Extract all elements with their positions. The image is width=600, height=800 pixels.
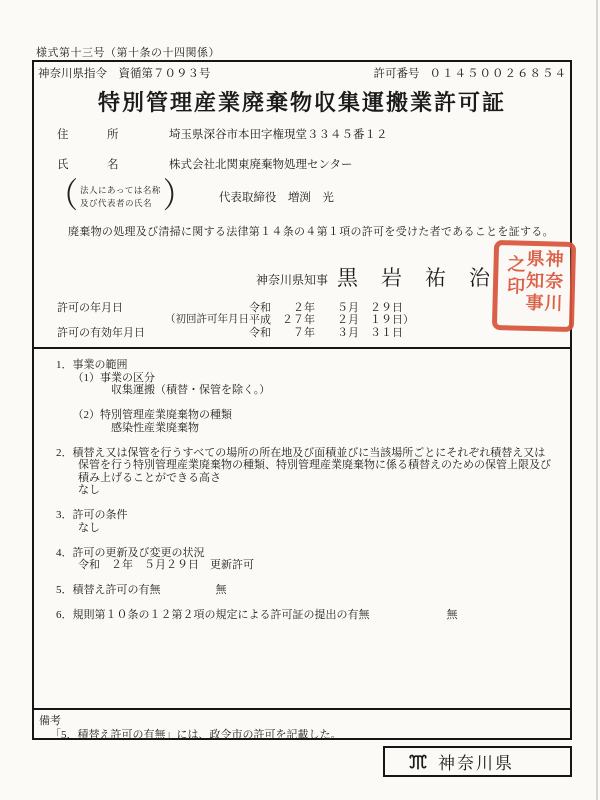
permit-number-group: [374, 65, 568, 81]
body-line: [56, 597, 562, 610]
body-line: 6．規則第１０条の１２第２項の規定による許可証の提出の有無 無: [56, 609, 458, 621]
body-line: [56, 497, 562, 510]
body-line: [56, 572, 562, 585]
seal-text-column: 之印: [504, 254, 526, 299]
representative-row: [48, 178, 560, 216]
prefecture-stamp-box: [383, 746, 572, 777]
governor-title: 神奈川県知事: [256, 273, 329, 287]
permit-number-value: ０１４５００２６８５４: [429, 68, 567, 80]
expiry-date-label: 許可の有効年月日: [57, 326, 145, 339]
kanagawa-emblem-icon: [407, 751, 429, 773]
corp-note: [78, 184, 163, 210]
remarks-text: 「5．積替え許可の有無」には、政令市の許可を記載した。: [50, 729, 342, 741]
body-line: （2）特別管理産業廃棄物の種類: [56, 409, 232, 421]
body-line: 収集運搬（積替・保管を除く。）: [56, 384, 271, 396]
governor-red-seal: [492, 240, 576, 332]
certificate-header-row: [38, 65, 567, 81]
body-line: 感染性産業廃棄物: [56, 421, 199, 434]
permit-date-row: [57, 302, 562, 314]
body-line: なし: [56, 521, 100, 534]
body-line: 2．積替え又は保管を行うすべての場所の所在地及び面積並びに当該場所ごとにそれぞれ積替え又は: [56, 446, 546, 459]
corp-note-paren-close: ）: [162, 177, 193, 216]
address-label: 住 所: [57, 129, 120, 141]
certificate-title: 特別管理産業廃棄物収集運搬業許可証: [97, 90, 506, 115]
certification-statement: 廃棄物の処理及び清掃に関する法律第１４条の４第１項の許可を受けた者であることを証する。: [68, 226, 554, 238]
body-line: なし: [56, 484, 100, 496]
prefecture-name: 神奈川県: [438, 754, 514, 773]
body-line: 令和 ２年 ５月２９日 更新許可: [56, 559, 254, 571]
seal-text-column: 神奈川: [542, 249, 564, 316]
remarks-section: [32, 708, 572, 740]
expiry-date-row: [57, 327, 562, 339]
holder-name-label: 氏 名: [57, 159, 120, 171]
permit-date-value: 令和 ２年 ５月 ２９日: [249, 302, 403, 314]
seal-text-column: 県知事: [523, 248, 545, 316]
expiry-date-value: 令和 ７年 ３月 ３１日: [249, 326, 403, 339]
body-line: [56, 397, 562, 410]
corp-note-paren-open: （: [48, 177, 78, 216]
governor-signature-row: [256, 260, 491, 292]
body-line: 1．事業の範囲: [56, 359, 128, 371]
form-number-note: 様式第十三号（第十条の十四関係）: [36, 47, 220, 59]
address-value: 埼玉県深谷市本田字権現堂３３４５番１２: [169, 129, 388, 141]
remarks-label: 備考: [39, 715, 61, 727]
body-line: 積み上げることができる高さ: [56, 471, 221, 484]
holder-name-row: [57, 156, 560, 172]
corp-note-line2: 及び代表者の氏名: [80, 198, 153, 208]
section-divider: [32, 347, 572, 349]
body-line: 3．許可の条件: [56, 509, 128, 521]
governor-name: 黒 岩 祐 治: [337, 266, 492, 290]
body-line: [56, 534, 562, 547]
permit-number-label: 許可番号: [373, 68, 420, 80]
permit-dates-block: [57, 302, 562, 339]
initial-permit-date-row: [57, 314, 562, 326]
directive-number: 神奈川県指令 資循第７０９３号: [38, 68, 211, 80]
body-line: （1）事業の区分: [56, 371, 155, 384]
permit-conditions-body: [56, 359, 562, 622]
permit-date-label: 許可の年月日: [57, 302, 123, 314]
holder-name-value: 株式会社北関東廃棄物処理センター: [169, 159, 353, 171]
scan-page-edge: [596, 0, 598, 800]
corp-note-line1: 法人にあっては名称: [80, 185, 161, 196]
body-line: 保管を行う特別管理産業廃棄物の種類、特別管理産業廃棄物に係る積替えのための保管上限及び: [56, 459, 551, 471]
representative-name: 代表取締役 増渕 光: [218, 192, 334, 204]
address-row: [57, 126, 560, 142]
certificate-border-box: [32, 60, 572, 740]
body-line: [56, 434, 562, 447]
initial-permit-date-label: （初回許可年月日: [165, 314, 249, 326]
body-line: 5．積替え許可の有無 無: [56, 584, 227, 596]
body-line: 4．許可の更新及び変更の状況: [56, 546, 205, 559]
initial-permit-date-value: 平成 ２７年 ２月 １９日）: [249, 314, 414, 327]
